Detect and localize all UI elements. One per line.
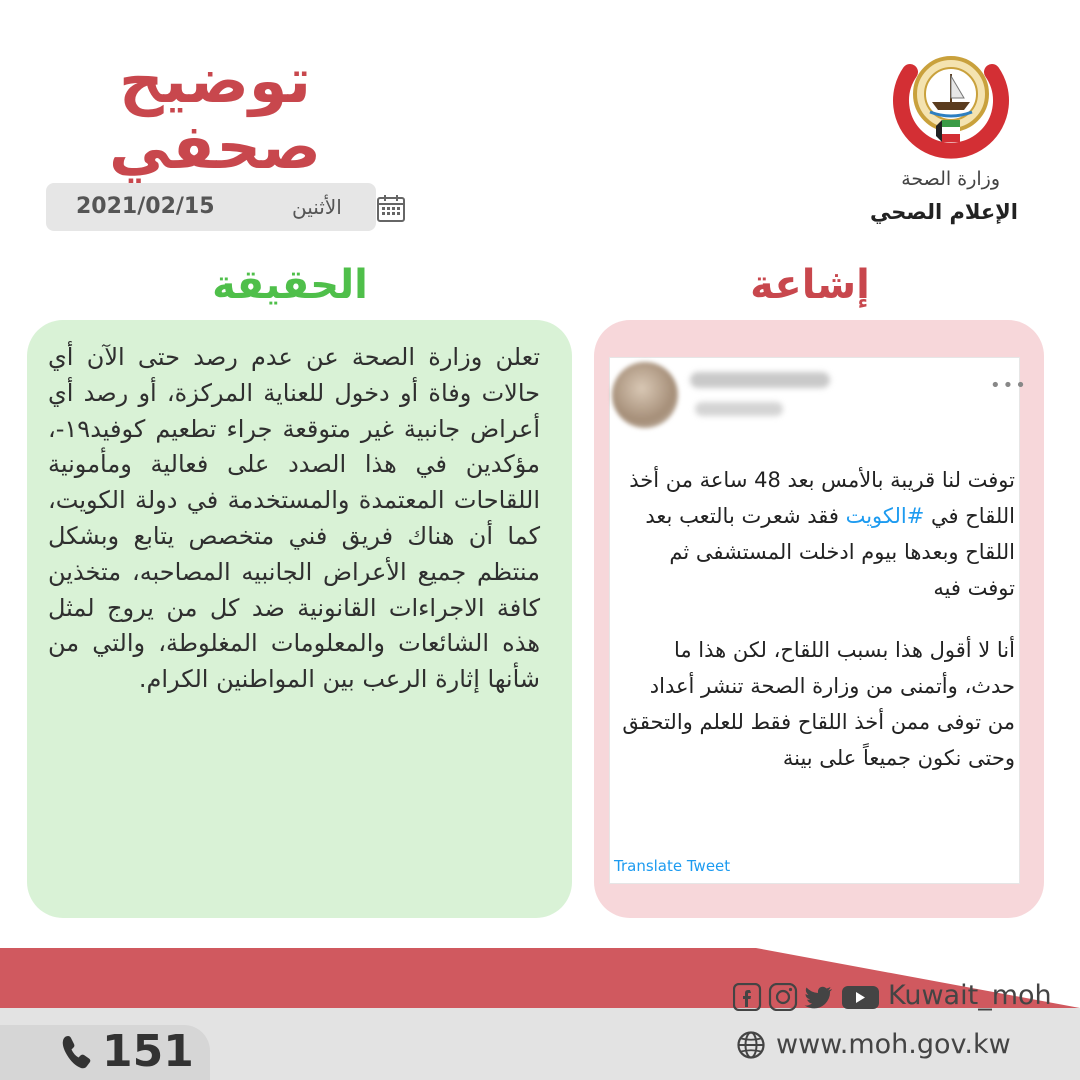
youtube-icon (842, 986, 879, 1009)
tweet-paragraph-2: أنا لا أقول هذا بسبب اللقاح، لكن هذا ما حدث، وأتمنى من وزارة الصحة تنشر أعداد من توفى ممن أخذ اللقاح فقط للعلم والتحقق وحتى نكون جميعاً على بينة (622, 638, 1015, 770)
blurred-handle (695, 402, 783, 416)
page-title-line2: صحفي (109, 110, 321, 183)
social-handle[interactable]: Kuwait_moh (888, 980, 1052, 1011)
hashtag-link[interactable]: #الكويت (845, 504, 925, 528)
calendar-icon (376, 193, 406, 227)
phone-icon (60, 1034, 94, 1074)
social-icons (733, 983, 881, 1015)
facebook-icon (734, 984, 760, 1010)
tweet-card (609, 357, 1020, 884)
blurred-username (690, 372, 830, 388)
tweet-text-part: فقد شعرت بالتعب بعد اللقاح وبعدها بيوم ادخلت المستشفى ثم توفت فيه (645, 504, 1015, 600)
page-title-line1: توضيح (118, 44, 312, 117)
org-name: وزارة الصحة (901, 168, 1000, 190)
fact-text: تعلن وزارة الصحة عن عدم رصد حتى الآن أي حالات وفاة أو دخول للعناية المركزة، أو رصد أي أعراض جانبية غير متوقعة جراء تطعيم كوفيد١٩-، مؤكدين في هذا الصدد على فعالية ومأمونية اللقاحات المعتمدة والمستخدمة في دولة الكويت، كما أن هناك فريق فني متخصص يتابع وبشكل منتظم جميع الأعراض الجانبيه المصاحبه، متخذين كافة الاجراءات القانونية ضد كل من يروج لمثل هذه الشائعات والمعلومات المغلوطة، والتي من شأنها إثارة الرعب بين المواطنين الكرام. (48, 343, 540, 694)
org-department: الإعلام الصحي (870, 200, 1018, 224)
hotline-number[interactable]: 151 (102, 1026, 194, 1077)
rumor-heading: إشاعة (750, 262, 870, 308)
date-bar (46, 183, 376, 231)
more-options-icon[interactable]: ••• (990, 375, 1028, 396)
tweet-text-part: توفت لنا قريبة بالأمس بعد 48 ساعة من أخذ اللقاح في (629, 468, 1015, 528)
tweet-paragraph-1 (617, 462, 1015, 606)
translate-tweet-link[interactable]: Translate Tweet (614, 857, 731, 875)
ministry-logo (890, 42, 1012, 168)
avatar (612, 362, 678, 428)
instagram-icon (770, 984, 796, 1010)
day-text: الأثنين (292, 195, 342, 219)
fact-heading: الحقيقة (212, 262, 368, 308)
twitter-icon (805, 987, 833, 1009)
globe-icon (736, 1030, 766, 1064)
website-link[interactable]: www.moh.gov.kw (776, 1029, 1011, 1060)
date-text: 2021/02/15 (76, 194, 215, 219)
